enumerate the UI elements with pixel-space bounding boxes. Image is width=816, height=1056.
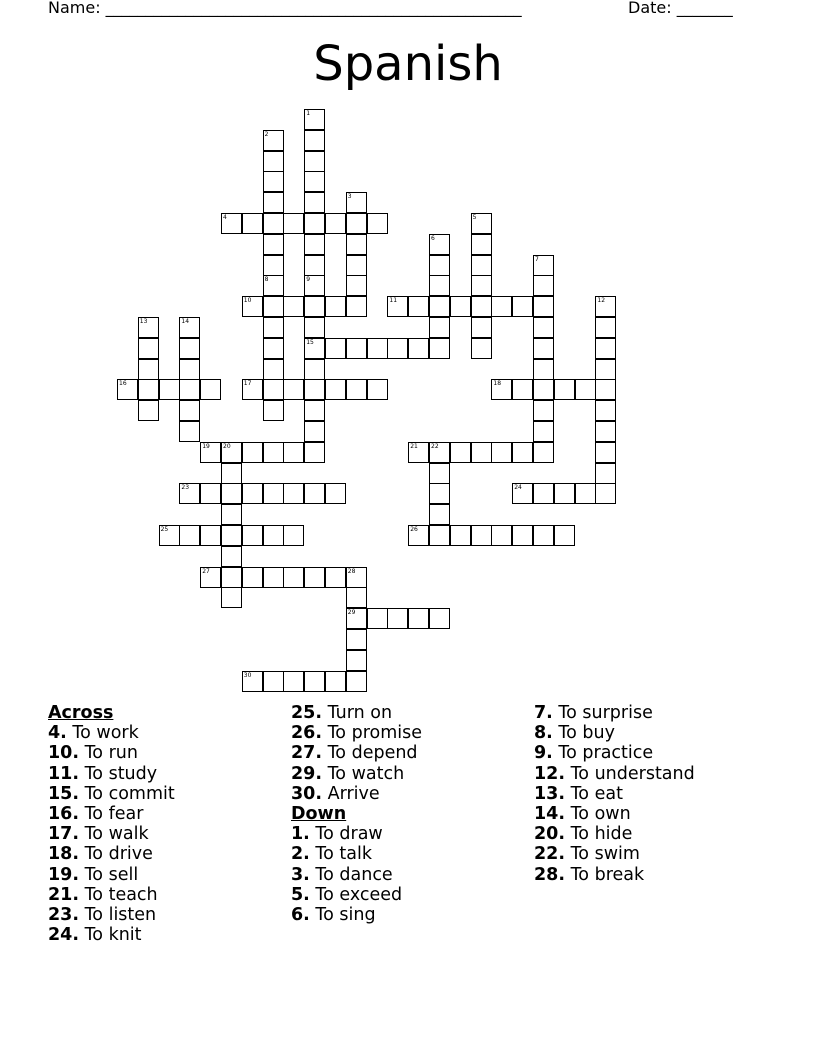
cell-number: 29	[347, 609, 356, 617]
grid-cell[interactable]	[533, 296, 554, 317]
grid-cell[interactable]	[533, 483, 554, 504]
grid-cell[interactable]	[512, 483, 533, 504]
cell-number: 18	[493, 380, 502, 388]
grid-cell[interactable]	[304, 109, 325, 130]
grid-cell[interactable]	[346, 671, 367, 692]
grid-cell[interactable]	[283, 379, 304, 400]
clue-column-2	[291, 703, 422, 925]
grid-cell[interactable]	[200, 442, 221, 463]
grid-cell[interactable]	[179, 359, 200, 380]
down-clue: 1. To draw	[291, 824, 383, 845]
grid-cell[interactable]	[554, 379, 575, 400]
grid-cell[interactable]	[325, 379, 346, 400]
grid-cell[interactable]	[221, 587, 242, 608]
cell-number: 30	[243, 671, 252, 679]
clue-column-3	[534, 703, 695, 885]
grid-cell[interactable]	[595, 421, 616, 442]
grid-cell[interactable]	[283, 525, 304, 546]
grid-cell[interactable]	[512, 442, 533, 463]
grid-cell[interactable]	[179, 317, 200, 338]
cell-number: 23	[181, 484, 190, 492]
grid-cell[interactable]	[179, 483, 200, 504]
grid-cell[interactable]	[304, 213, 325, 234]
grid-cell[interactable]	[512, 379, 533, 400]
grid-cell[interactable]	[346, 567, 367, 588]
across-clue: 27. To depend	[291, 743, 418, 764]
grid-cell[interactable]	[429, 296, 450, 317]
grid-cell[interactable]	[325, 338, 346, 359]
grid-cell[interactable]	[533, 379, 554, 400]
cell-number: 4	[223, 214, 227, 221]
grid-cell[interactable]	[304, 567, 325, 588]
grid-cell[interactable]	[200, 525, 221, 546]
cell-number: 28	[347, 567, 356, 575]
across-heading: Across	[48, 703, 114, 723]
grid-cell[interactable]	[471, 255, 492, 276]
grid-cell[interactable]	[138, 379, 159, 400]
grid-cell[interactable]	[304, 171, 325, 192]
grid-cell[interactable]	[263, 338, 284, 359]
grid-cell[interactable]	[304, 379, 325, 400]
grid-cell[interactable]	[263, 379, 284, 400]
grid-cell[interactable]	[512, 296, 533, 317]
date-field: Date: _______	[628, 0, 733, 17]
across-clue: 10. To run	[48, 743, 138, 764]
grid-cell[interactable]	[304, 483, 325, 504]
grid-cell[interactable]	[429, 525, 450, 546]
grid-cell[interactable]	[595, 379, 616, 400]
across-clue: 21. To teach	[48, 884, 158, 905]
grid-cell[interactable]	[471, 296, 492, 317]
grid-cell[interactable]	[533, 525, 554, 546]
grid-cell[interactable]	[491, 296, 512, 317]
grid-cell[interactable]	[283, 483, 304, 504]
grid-cell[interactable]	[491, 525, 512, 546]
grid-cell[interactable]	[408, 525, 429, 546]
grid-cell[interactable]	[117, 379, 138, 400]
grid-cell[interactable]	[429, 483, 450, 504]
grid-cell[interactable]	[387, 338, 408, 359]
grid-cell[interactable]	[533, 255, 554, 276]
grid-cell[interactable]	[595, 338, 616, 359]
down-clue: 9. To practice	[534, 743, 654, 764]
cell-number: 26	[410, 526, 418, 533]
grid-cell[interactable]	[471, 338, 492, 359]
cell-number: 2	[264, 130, 269, 138]
grid-cell[interactable]	[263, 234, 284, 255]
grid-cell[interactable]	[595, 463, 616, 484]
cell-number: 25	[160, 526, 169, 533]
grid-cell[interactable]	[346, 192, 367, 213]
across-clue: 15. To commit	[48, 783, 175, 804]
grid-cell[interactable]	[179, 338, 200, 359]
grid-cell[interactable]	[200, 567, 221, 588]
grid-cell[interactable]	[263, 317, 284, 338]
cell-number: 14	[181, 318, 190, 325]
across-clue: 30. Arrive	[291, 783, 380, 804]
grid-cell[interactable]	[533, 338, 554, 359]
grid-cell[interactable]	[533, 442, 554, 463]
grid-cell[interactable]	[242, 671, 263, 692]
grid-cell[interactable]	[263, 567, 284, 588]
grid-cell[interactable]	[429, 317, 450, 338]
grid-cell[interactable]	[595, 317, 616, 338]
grid-cell[interactable]	[138, 338, 159, 359]
cell-number: 13	[139, 318, 148, 325]
page-title: Spanish	[313, 36, 503, 92]
grid-cell[interactable]	[595, 442, 616, 463]
cell-number: 22	[431, 442, 439, 450]
grid-cell[interactable]	[491, 379, 512, 400]
grid-cell[interactable]	[263, 213, 284, 234]
grid-cell[interactable]	[138, 359, 159, 380]
grid-cell[interactable]	[263, 671, 284, 692]
cell-number: 19	[202, 442, 210, 450]
grid-cell[interactable]	[575, 483, 596, 504]
grid-cell[interactable]	[512, 525, 533, 546]
grid-cell[interactable]	[346, 234, 367, 255]
grid-cell[interactable]	[346, 255, 367, 276]
cell-number: 20	[223, 442, 231, 450]
across-clue: 25. Turn on	[291, 703, 393, 723]
grid-cell[interactable]	[533, 400, 554, 421]
grid-cell[interactable]	[242, 442, 263, 463]
grid-cell[interactable]	[221, 442, 242, 463]
grid-cell[interactable]	[304, 255, 325, 276]
grid-cell[interactable]	[304, 359, 325, 380]
grid-cell[interactable]	[429, 608, 450, 629]
grid-cell[interactable]	[450, 525, 471, 546]
grid-cell[interactable]	[242, 213, 263, 234]
grid-cell[interactable]	[429, 442, 450, 463]
grid-cell[interactable]	[325, 567, 346, 588]
down-clue: 2. To talk	[291, 844, 372, 865]
down-heading: Down	[291, 804, 347, 825]
grid-cell[interactable]	[346, 587, 367, 608]
grid-cell[interactable]	[429, 338, 450, 359]
down-clue: 5. To exceed	[291, 884, 403, 905]
grid-cell[interactable]	[429, 504, 450, 525]
cell-number: 3	[347, 193, 352, 201]
grid-cell[interactable]	[221, 525, 242, 546]
grid-cell[interactable]	[408, 442, 429, 463]
grid-cell[interactable]	[263, 442, 284, 463]
grid-cell[interactable]	[471, 442, 492, 463]
cell-number: 10	[243, 297, 252, 305]
cell-number: 12	[597, 297, 606, 305]
grid-cell[interactable]	[221, 213, 242, 234]
grid-cell[interactable]	[387, 296, 408, 317]
name-field: Name: ____________________________________________________	[48, 0, 522, 17]
grid-cell[interactable]	[263, 483, 284, 504]
grid-cell[interactable]	[429, 234, 450, 255]
across-clue: 23. To listen	[48, 905, 157, 926]
cell-number: 15	[306, 338, 314, 346]
grid-cell[interactable]	[533, 317, 554, 338]
grid-cell[interactable]	[325, 671, 346, 692]
grid-cell[interactable]	[304, 442, 325, 463]
grid-cell[interactable]	[450, 296, 471, 317]
grid-cell[interactable]	[304, 275, 325, 296]
down-clue: 6. To sing	[291, 905, 376, 926]
grid-cell[interactable]	[304, 317, 325, 338]
cell-number: 17	[243, 380, 252, 388]
down-clue: 13. To eat	[534, 783, 623, 804]
across-clue: 19. To sell	[48, 864, 139, 885]
grid-cell[interactable]	[221, 483, 242, 504]
grid-cell[interactable]	[221, 504, 242, 525]
grid-cell[interactable]	[346, 213, 367, 234]
grid-cell[interactable]	[595, 296, 616, 317]
grid-cell[interactable]	[221, 567, 242, 588]
grid-cell[interactable]	[304, 234, 325, 255]
grid-cell[interactable]	[263, 192, 284, 213]
grid-cell[interactable]	[471, 525, 492, 546]
grid-cell[interactable]	[263, 359, 284, 380]
cell-number: 1	[306, 110, 311, 117]
across-clue: 16. To fear	[48, 804, 144, 825]
grid-cell[interactable]	[179, 379, 200, 400]
grid-cell[interactable]	[471, 317, 492, 338]
cell-number: 5	[472, 214, 477, 221]
grid-cell[interactable]	[242, 296, 263, 317]
grid-cell[interactable]	[533, 359, 554, 380]
grid-cell[interactable]	[179, 400, 200, 421]
grid-cell[interactable]	[471, 213, 492, 234]
grid-cell[interactable]	[346, 275, 367, 296]
down-clue: 20. To hide	[534, 824, 633, 845]
grid-cell[interactable]	[179, 421, 200, 442]
cell-number: 16	[119, 380, 127, 388]
grid-cell[interactable]	[554, 483, 575, 504]
grid-cell[interactable]	[221, 546, 242, 567]
grid-cell[interactable]	[304, 421, 325, 442]
grid-cell[interactable]	[304, 296, 325, 317]
grid-cell[interactable]	[595, 400, 616, 421]
grid-cell[interactable]	[138, 317, 159, 338]
grid-cell[interactable]	[263, 525, 284, 546]
grid-cell[interactable]	[429, 463, 450, 484]
grid-cell[interactable]	[263, 255, 284, 276]
grid-cell[interactable]	[346, 629, 367, 650]
grid-cell[interactable]	[304, 130, 325, 151]
grid-cell[interactable]	[491, 442, 512, 463]
grid-cell[interactable]	[367, 379, 388, 400]
grid-cell[interactable]	[200, 379, 221, 400]
grid-cell[interactable]	[325, 296, 346, 317]
cell-number: 11	[389, 297, 398, 305]
down-clue: 14. To own	[534, 804, 631, 825]
across-clue: 24. To knit	[48, 925, 142, 946]
grid-cell[interactable]	[408, 608, 429, 629]
grid-cell[interactable]	[554, 525, 575, 546]
cell-number: 7	[535, 255, 539, 263]
grid-cell[interactable]	[346, 650, 367, 671]
grid-cell[interactable]	[304, 671, 325, 692]
grid-cell[interactable]	[429, 275, 450, 296]
grid-cell[interactable]	[242, 567, 263, 588]
grid-cell[interactable]	[242, 525, 263, 546]
across-clue: 11. To study	[48, 763, 158, 784]
grid-cell[interactable]	[533, 421, 554, 442]
grid-cell[interactable]	[263, 400, 284, 421]
grid-cell[interactable]	[471, 234, 492, 255]
down-clue: 28. To break	[534, 864, 645, 885]
grid-cell[interactable]	[159, 525, 180, 546]
grid-cell[interactable]	[242, 379, 263, 400]
grid-cell[interactable]	[283, 213, 304, 234]
grid-cell[interactable]	[263, 130, 284, 151]
grid-cell[interactable]	[304, 151, 325, 172]
across-clue: 29. To watch	[291, 763, 405, 784]
down-clue: 8. To buy	[534, 723, 615, 744]
down-clue: 22. To swim	[534, 844, 640, 865]
cell-number: 24	[514, 484, 522, 492]
grid-cell[interactable]	[200, 483, 221, 504]
grid-cell[interactable]	[429, 255, 450, 276]
grid-cell[interactable]	[387, 608, 408, 629]
grid-cell[interactable]	[283, 671, 304, 692]
down-clue: 3. To dance	[291, 864, 393, 885]
grid-cell[interactable]	[595, 483, 616, 504]
grid-cell[interactable]	[346, 379, 367, 400]
grid-cell[interactable]	[408, 296, 429, 317]
down-clue: 7. To surprise	[534, 703, 653, 723]
across-clue: 26. To promise	[291, 723, 422, 744]
across-clue: 4. To work	[48, 723, 139, 744]
grid-cell[interactable]	[179, 525, 200, 546]
grid-cell[interactable]	[283, 567, 304, 588]
grid-cell[interactable]	[450, 442, 471, 463]
across-clue: 17. To walk	[48, 824, 149, 845]
grid-cell[interactable]	[242, 483, 263, 504]
grid-cell[interactable]	[367, 338, 388, 359]
cell-number: 9	[306, 276, 311, 284]
cell-number: 27	[202, 567, 210, 575]
grid-cell[interactable]	[595, 359, 616, 380]
grid-cell[interactable]	[263, 296, 284, 317]
grid-cell[interactable]	[304, 192, 325, 213]
across-clue: 18. To drive	[48, 844, 153, 865]
grid-cell[interactable]	[471, 275, 492, 296]
grid-cell[interactable]	[304, 400, 325, 421]
grid-cell[interactable]	[346, 608, 367, 629]
grid-cell[interactable]	[283, 296, 304, 317]
down-clue: 12. To understand	[534, 763, 695, 784]
grid-cell[interactable]	[221, 463, 242, 484]
grid-cell[interactable]	[325, 483, 346, 504]
grid-cell[interactable]	[367, 608, 388, 629]
grid-cell[interactable]	[325, 213, 346, 234]
grid-cell[interactable]	[367, 213, 388, 234]
grid-cell[interactable]	[263, 275, 284, 296]
cell-number: 8	[264, 276, 269, 284]
grid-cell[interactable]	[263, 151, 284, 172]
grid-cell[interactable]	[159, 379, 180, 400]
grid-cell[interactable]	[408, 338, 429, 359]
grid-cell[interactable]	[346, 296, 367, 317]
clue-column-1	[48, 703, 175, 945]
cell-number: 6	[431, 234, 435, 242]
grid-cell[interactable]	[304, 338, 325, 359]
grid-cell[interactable]	[575, 379, 596, 400]
grid-cell[interactable]	[283, 442, 304, 463]
cell-number: 21	[410, 442, 418, 450]
grid-cell[interactable]	[263, 171, 284, 192]
grid-cell[interactable]	[138, 400, 159, 421]
grid-cell[interactable]	[533, 275, 554, 296]
grid-cell[interactable]	[346, 338, 367, 359]
